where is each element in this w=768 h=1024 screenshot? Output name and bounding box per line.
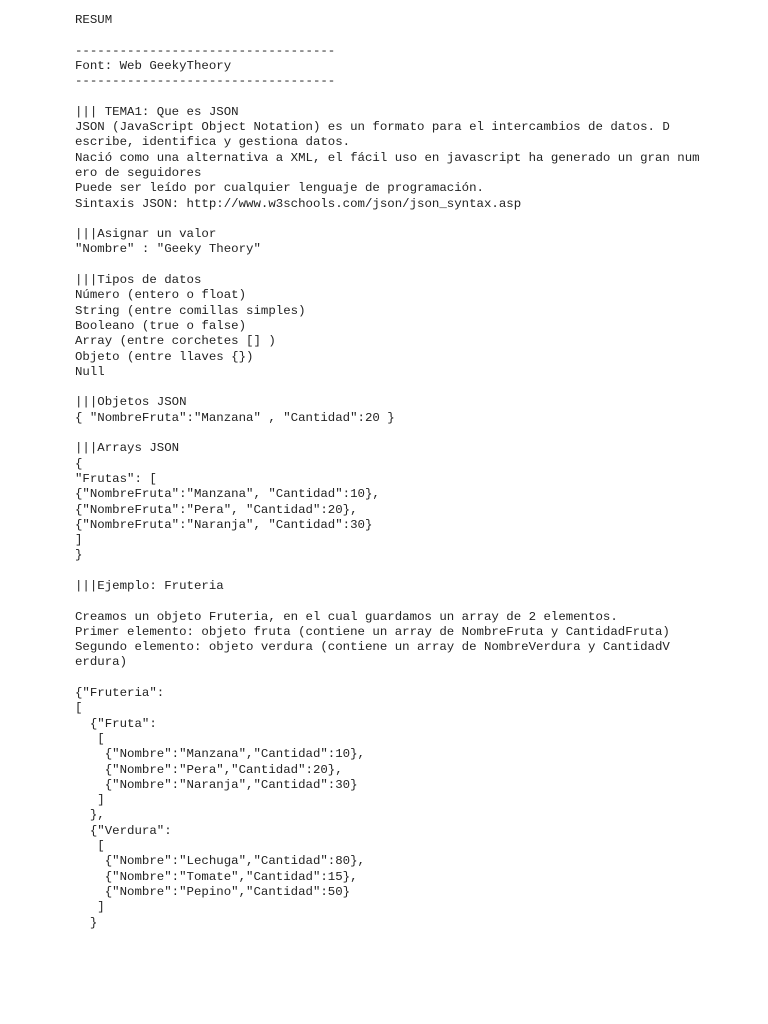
text-line: |||Tipos de datos bbox=[75, 273, 202, 288]
text-line: { bbox=[75, 456, 83, 471]
text-line: {"Nombre":"Lechuga","Cantidad":80}, bbox=[75, 854, 365, 869]
text-line: String (entre comillas simples) bbox=[75, 303, 306, 318]
text-line bbox=[75, 594, 755, 609]
text-line: {"Nombre":"Pera","Cantidad":20}, bbox=[75, 762, 343, 777]
text-line: {"NombreFruta":"Naranja", "Cantidad":30} bbox=[75, 517, 373, 532]
text-line: [ bbox=[75, 701, 83, 716]
text-line: ] bbox=[75, 533, 83, 548]
text-line: {"Nombre":"Naranja","Cantidad":30} bbox=[75, 777, 358, 792]
text-line: {"NombreFruta":"Manzana", "Cantidad":10}, bbox=[75, 487, 380, 502]
text-line bbox=[75, 426, 755, 441]
text-line: } bbox=[75, 915, 98, 930]
text-line: {"Nombre":"Manzana","Cantidad":10}, bbox=[75, 747, 365, 762]
text-line: Objeto (entre llaves {}) bbox=[75, 349, 254, 364]
text-line: }, bbox=[75, 808, 105, 823]
text-line: Null bbox=[75, 364, 105, 379]
text-line: escribe, identifica y gestiona datos. bbox=[75, 135, 351, 150]
document-page bbox=[75, 13, 755, 931]
text-line: Creamos un objeto Fruteria, en el cual guardamos un array de 2 elementos. bbox=[75, 609, 618, 624]
text-line: erdura) bbox=[75, 655, 128, 670]
text-line: [ bbox=[75, 731, 105, 746]
text-line: |||Arrays JSON bbox=[75, 441, 180, 456]
text-line bbox=[75, 671, 755, 686]
text-line: Array (entre corchetes [] ) bbox=[75, 334, 276, 349]
text-line: ----------------------------------- bbox=[75, 43, 336, 58]
text-line: {"Nombre":"Pepino","Cantidad":50} bbox=[75, 884, 351, 899]
text-line: ] bbox=[75, 793, 105, 808]
text-line: {"Fruta": bbox=[75, 716, 157, 731]
text-line: Font: Web GeekyTheory bbox=[75, 58, 232, 73]
text-line: Puede ser leído por cualquier lenguaje de programación. bbox=[75, 181, 484, 196]
text-line: |||Ejemplo: Fruteria bbox=[75, 578, 224, 593]
text-line: [ bbox=[75, 839, 105, 854]
text-line: Número (entero o float) bbox=[75, 288, 247, 303]
text-line: {"NombreFruta":"Pera", "Cantidad":20}, bbox=[75, 502, 358, 517]
text-line: {"Fruteria": bbox=[75, 686, 165, 701]
text-line: Nació como una alternativa a XML, el fácil uso en javascript ha generado un gran num bbox=[75, 150, 700, 165]
text-line: {"Verdura": bbox=[75, 823, 172, 838]
text-line: ||| TEMA1: Que es JSON bbox=[75, 104, 239, 119]
text-line: "Nombre" : "Geeky Theory" bbox=[75, 242, 261, 257]
text-line bbox=[75, 258, 755, 273]
text-line: Booleano (true o false) bbox=[75, 318, 247, 333]
text-line: ero de seguidores bbox=[75, 165, 202, 180]
text-line bbox=[75, 564, 755, 579]
text-line bbox=[75, 28, 755, 43]
text-line bbox=[75, 89, 755, 104]
text-line: {"Nombre":"Tomate","Cantidad":15}, bbox=[75, 869, 358, 884]
text-line bbox=[75, 380, 755, 395]
text-line: } bbox=[75, 548, 83, 563]
text-line: "Frutas": [ bbox=[75, 471, 157, 486]
text-line: JSON (JavaScript Object Notation) es un formato para el intercambios de datos. D bbox=[75, 120, 670, 135]
text-line: |||Asignar un valor bbox=[75, 227, 217, 242]
text-line: ----------------------------------- bbox=[75, 74, 336, 89]
text-line: Sintaxis JSON: http://www.w3schools.com/json/json_syntax.asp bbox=[75, 196, 522, 211]
text-line bbox=[75, 212, 755, 227]
text-line: Primer elemento: objeto fruta (contiene un array de NombreFruta y CantidadFruta) bbox=[75, 624, 670, 639]
text-line: Segundo elemento: objeto verdura (contiene un array de NombreVerdura y CantidadV bbox=[75, 640, 670, 655]
text-line: ] bbox=[75, 900, 105, 915]
text-line: |||Objetos JSON bbox=[75, 395, 187, 410]
text-line: { "NombreFruta":"Manzana" , "Cantidad":20 } bbox=[75, 410, 395, 425]
text-line: RESUM bbox=[75, 13, 113, 27]
